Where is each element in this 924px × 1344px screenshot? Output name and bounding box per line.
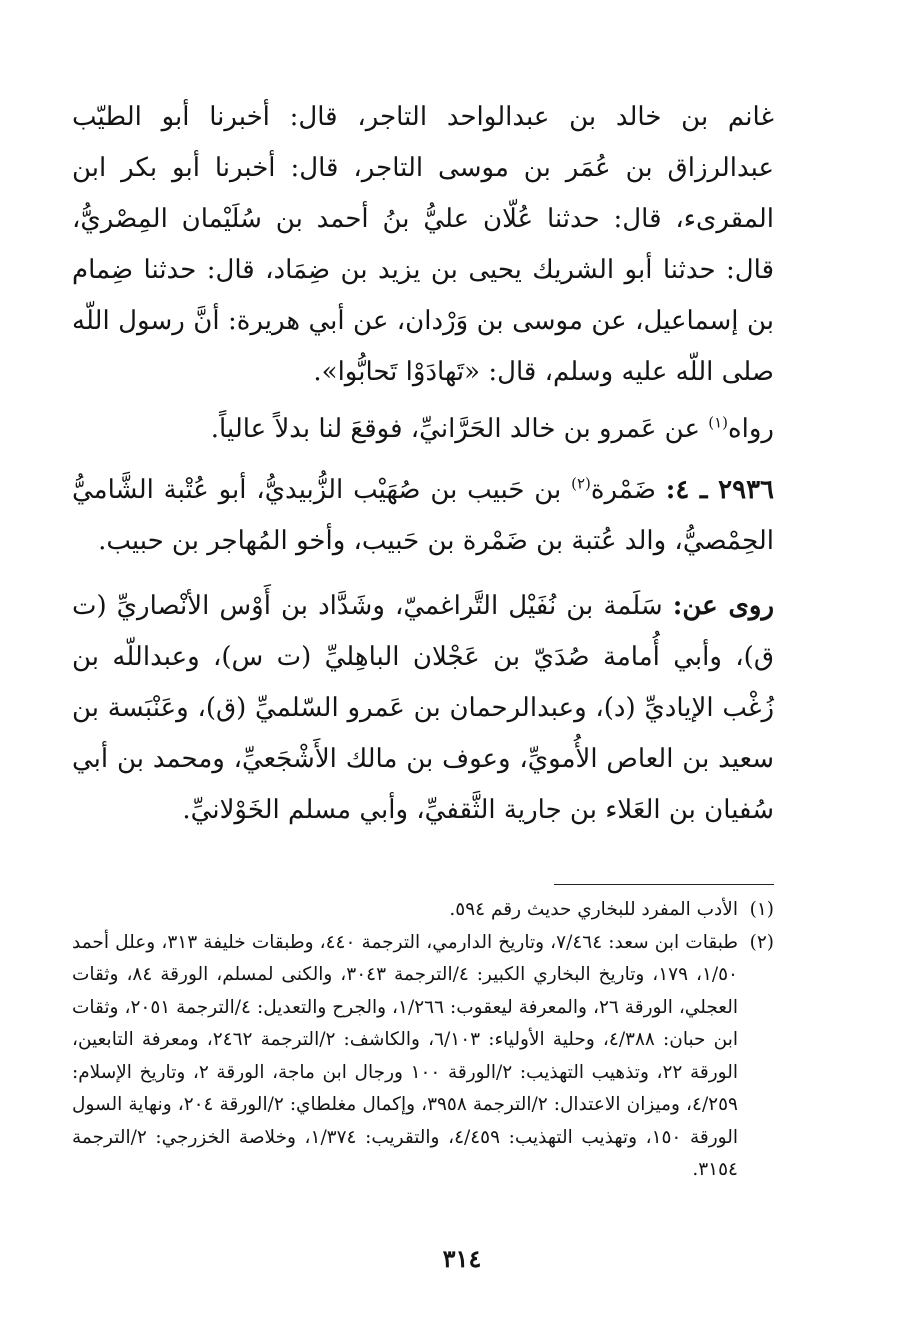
footnote-ref-2: (٢): [571, 474, 591, 493]
hadith-paragraph: غانم بن خالد بن عبدالواحد التاجر، قال: أخبرنا أبو الطيّب عبدالرزاق بن عُمَر بن موسى التاجر، قال: أخبرنا أبو بكر ابن المقرىء، قال: حدثنا عُلّان عليُّ بنُ أحمد بن سُلَيْمان المِصْريُّ، قال: حدثنا أبو الشريك يحيى بن يزيد بن ضِمَاد، قال: حدثنا ضِمام بن إسماعيل، عن موسى بن وَرْدان، عن أبي هريرة: أنَّ رسول اللّه صلى اللّه عليه وسلم، قال: «تَهادَوْا تَحابُّوا».: [72, 102, 774, 387]
footnote-ref-1: (١): [708, 413, 729, 432]
entry-name: ضَمْرة: [590, 475, 666, 505]
narrated-from-label: روى عن:: [672, 591, 774, 621]
biography-entry: [72, 465, 774, 567]
riwayah-lead: رواه: [728, 414, 774, 444]
footnotes: [72, 894, 774, 1187]
footnote-1: [72, 894, 774, 927]
narrated-from-paragraph: [72, 581, 774, 836]
entry-text: بن حَبيب بن صُهَيْب الزُّبيديُّ، أبو عُتْبة الشَّاميُّ الحِمْصيُّ، والد عُتبة بن ضَمْرة بن حَبيب، وأخو المُهاجر بن حبيب.: [72, 475, 774, 556]
footnote-marker: (١): [749, 899, 774, 920]
narrated-from-text: سَلَمة بن نُفَيْل التَّراغميّ، وشَدَّاد بن أَوْس الأنْصاريِّ (ت ق)، وأبي أُمامة صُدَيّ بن عَجْلان الباهِليِّ (ت س)، وعبداللّه بن زُغْب الإياديِّ (د)، وعبدالرحمان بن عَمرو السّلميِّ (ق)، وعَنْبَسة بن سعيد بن العاص الأُمويِّ، وعوف بن مالك الأَشْجَعيِّ، ومحمد بن أبي سُفيان بن العَلاء بن جارية الثَّقفيِّ، وأبي مسلم الخَوْلانيِّ.: [72, 591, 774, 825]
footnote-marker: (٢): [749, 931, 774, 953]
entry-number: ٢٩٣٦ ـ ٤:: [665, 475, 775, 505]
page-number: ٣١٤: [442, 1244, 482, 1273]
footnote-divider: [554, 884, 774, 885]
main-text: [72, 92, 774, 836]
footnote-2: [72, 927, 774, 1187]
footnote-text: الأدب المفرد للبخاري حديث رقم ٥٩٤.: [449, 899, 738, 920]
riwayah-text: عن عَمرو بن خالد الحَرَّانيِّ، فوقعَ لنا بدلاً عالياً.: [210, 414, 709, 444]
footnote-text: طبقات ابن سعد: ٧/٤٦٤، وتاريخ الدارمي، الترجمة ٤٤٠، وطبقات خليفة ٣١٣، وعلل أحمد ١/٥٠، ١٧٩، وتاريخ البخاري الكبير: ٤/الترجمة ٣٠٤٣، والكنى لمسلم، الورقة ٨٤، وثقات العجلي، الورقة ٢٦، والمعرفة ليعقوب: ١/٢٦٦، والجرح والتعديل: ٤/الترجمة ٢٠٥١، وثقات ابن حبان: ٤/٣٨٨، وحلية الأولياء: ٦/١٠٣، والكاشف: ٢/الترجمة ٢٤٦٢، ومعرفة التابعين، الورقة ٢٢، وتذهيب التهذيب: ٢/الورقة ١٠٠ ورجال ابن ماجة، الورقة ٢، وتاريخ الإسلام: ٤/٢٥٩، وميزان الاعتدال: ٢/الترجمة ٣٩٥٨، وإكمال مغلطاي: ٢/الورقة ٢٠٤، ونهاية السول الورقة ١٥٠، وتهذيب التهذيب: ٤/٤٥٩، والتقريب: ١/٣٧٤، وخلاصة الخزرجي: ٢/الترجمة ٣١٥٤.: [72, 931, 739, 1180]
riwayah-paragraph: [72, 404, 774, 455]
